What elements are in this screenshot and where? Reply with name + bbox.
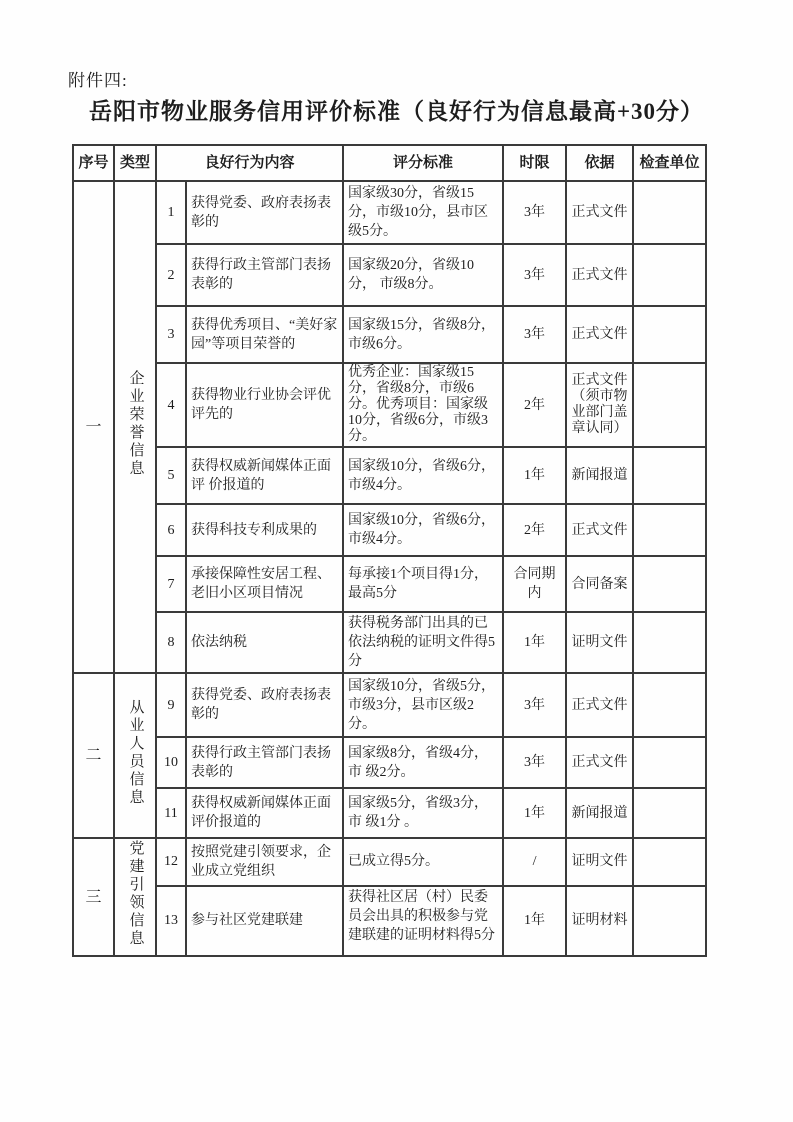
- score-standard-cell: 国家级10分，省级5分，市级3分，县市区级2分。: [343, 673, 503, 737]
- header-check: 检查单位: [633, 145, 706, 181]
- score-standard-cell: 国家级20分，省级10分， 市级8分。: [343, 244, 503, 306]
- check-unit-cell: [633, 306, 706, 363]
- score-standard-cell: 国家级10分，省级6分，市级4分。: [343, 504, 503, 556]
- row-number-cell: 3: [156, 306, 186, 363]
- table-row: [73, 612, 706, 673]
- table-header-row: [73, 145, 706, 181]
- time-limit-cell: 3年: [503, 244, 566, 306]
- behavior-content-cell: 获得物业行业协会评优评先的: [186, 363, 343, 447]
- check-unit-cell: [633, 447, 706, 504]
- behavior-content-cell: 获得科技专利成果的: [186, 504, 343, 556]
- header-score: 评分标准: [343, 145, 503, 181]
- behavior-content-cell: 获得优秀项目、“美好家园”等项目荣誉的: [186, 306, 343, 363]
- row-number-cell: 5: [156, 447, 186, 504]
- header-no: 序号: [73, 145, 114, 181]
- page-title: 岳阳市物业服务信用评价标准（良好行为信息最高+30分）: [88, 99, 705, 124]
- basis-cell: 新闻报道: [566, 788, 633, 838]
- table-row: [73, 788, 706, 838]
- table-row: [73, 244, 706, 306]
- behavior-content-cell: 获得行政主管部门表扬表彰的: [186, 244, 343, 306]
- row-number-cell: 11: [156, 788, 186, 838]
- header-content: 良好行为内容: [156, 145, 343, 181]
- time-limit-cell: 2年: [503, 504, 566, 556]
- table-row: [73, 673, 706, 737]
- check-unit-cell: [633, 886, 706, 956]
- check-unit-cell: [633, 788, 706, 838]
- score-standard-cell: 获得税务部门出具的已依法纳税的证明文件得5分: [343, 612, 503, 673]
- behavior-content-cell: 依法纳税: [186, 612, 343, 673]
- behavior-content-cell: 按照党建引领要求，企业成立党组织: [186, 838, 343, 886]
- group-number-cell: 三: [73, 838, 114, 956]
- basis-cell: 正式文件: [566, 181, 633, 244]
- time-limit-cell: 合同期内: [503, 556, 566, 612]
- check-unit-cell: [633, 504, 706, 556]
- row-number-cell: 9: [156, 673, 186, 737]
- check-unit-cell: [633, 556, 706, 612]
- behavior-content-cell: 获得党委、政府表扬表彰的: [186, 673, 343, 737]
- group-number-cell: 一: [73, 181, 114, 673]
- time-limit-cell: 3年: [503, 181, 566, 244]
- score-standard-cell: 获得社区居（村）民委员会出具的积极参与党建联建的证明材料得5分: [343, 886, 503, 956]
- basis-cell: 证明文件: [566, 612, 633, 673]
- time-limit-cell: 3年: [503, 306, 566, 363]
- group-type-cell: [114, 838, 156, 956]
- basis-cell: 新闻报道: [566, 447, 633, 504]
- row-number-cell: 12: [156, 838, 186, 886]
- score-standard-cell: 国家级15分，省级8分， 市级6分。: [343, 306, 503, 363]
- group-type-cell: [114, 673, 156, 838]
- check-unit-cell: [633, 737, 706, 788]
- score-standard-cell: 国家级5分，省级3分，市 级1分 。: [343, 788, 503, 838]
- basis-cell: 正式文件: [566, 244, 633, 306]
- check-unit-cell: [633, 244, 706, 306]
- score-standard-cell: 每承接1个项目得1分，最高5分: [343, 556, 503, 612]
- time-limit-cell: 2年: [503, 363, 566, 447]
- row-number-cell: 2: [156, 244, 186, 306]
- group-type-label: 企业荣誉信息: [127, 370, 144, 478]
- behavior-content-cell: 获得权威新闻媒体正面评价报道的: [186, 788, 343, 838]
- check-unit-cell: [633, 673, 706, 737]
- table-row: [73, 363, 706, 447]
- header-type: 类型: [114, 145, 156, 181]
- header-limit: 时限: [503, 145, 566, 181]
- time-limit-cell: 1年: [503, 886, 566, 956]
- row-number-cell: 7: [156, 556, 186, 612]
- score-standard-cell: 国家级30分，省级15分，市级10分，县市区级5分。: [343, 181, 503, 244]
- header-basis: 依据: [566, 145, 633, 181]
- score-standard-cell: 已成立得5分。: [343, 838, 503, 886]
- table-row: [73, 737, 706, 788]
- row-number-cell: 10: [156, 737, 186, 788]
- time-limit-cell: 3年: [503, 673, 566, 737]
- row-number-cell: 8: [156, 612, 186, 673]
- check-unit-cell: [633, 612, 706, 673]
- basis-cell: 证明材料: [566, 886, 633, 956]
- check-unit-cell: [633, 181, 706, 244]
- table-row: [73, 556, 706, 612]
- check-unit-cell: [633, 838, 706, 886]
- table-row: [73, 886, 706, 956]
- basis-cell: 正式文件: [566, 737, 633, 788]
- row-number-cell: 1: [156, 181, 186, 244]
- basis-cell: 合同备案: [566, 556, 633, 612]
- behavior-content-cell: 获得党委、政府表扬表彰的: [186, 181, 343, 244]
- attachment-label: 附件四:: [68, 71, 128, 90]
- group-type-label: 从业人员信息: [127, 698, 144, 807]
- behavior-content-cell: 获得行政主管部门表扬表彰的: [186, 737, 343, 788]
- time-limit-cell: 1年: [503, 788, 566, 838]
- basis-cell: 正式文件: [566, 306, 633, 363]
- behavior-content-cell: 参与社区党建联建: [186, 886, 343, 956]
- row-number-cell: 4: [156, 363, 186, 447]
- evaluation-standards-table: [72, 144, 707, 957]
- group-type-label: 党建引领信息: [127, 840, 144, 948]
- time-limit-cell: 1年: [503, 612, 566, 673]
- basis-cell: 正式文件: [566, 673, 633, 737]
- check-unit-cell: [633, 363, 706, 447]
- time-limit-cell: 3年: [503, 737, 566, 788]
- row-number-cell: 6: [156, 504, 186, 556]
- table-row: [73, 838, 706, 886]
- score-standard-cell: 国家级10分，省级6分，市级4分。: [343, 447, 503, 504]
- score-standard-cell: 优秀企业：国家级15分，省级8分，市级6分。优秀项目：国家级10分，省级6分，市级3分。: [343, 363, 503, 447]
- table-row: [73, 447, 706, 504]
- basis-cell: 正式文件: [566, 504, 633, 556]
- table-row: [73, 504, 706, 556]
- time-limit-cell: /: [503, 838, 566, 886]
- time-limit-cell: 1年: [503, 447, 566, 504]
- behavior-content-cell: 获得权威新闻媒体正面评 价报道的: [186, 447, 343, 504]
- basis-cell: 正式文件（须市物业部门盖章认同）: [566, 363, 633, 447]
- group-type-cell: [114, 181, 156, 673]
- row-number-cell: 13: [156, 886, 186, 956]
- group-number-cell: 二: [73, 673, 114, 838]
- behavior-content-cell: 承接保障性安居工程、老旧小区项目情况: [186, 556, 343, 612]
- table-row: [73, 306, 706, 363]
- basis-cell: 证明文件: [566, 838, 633, 886]
- table-row: [73, 181, 706, 244]
- score-standard-cell: 国家级8分，省级4分，市 级2分。: [343, 737, 503, 788]
